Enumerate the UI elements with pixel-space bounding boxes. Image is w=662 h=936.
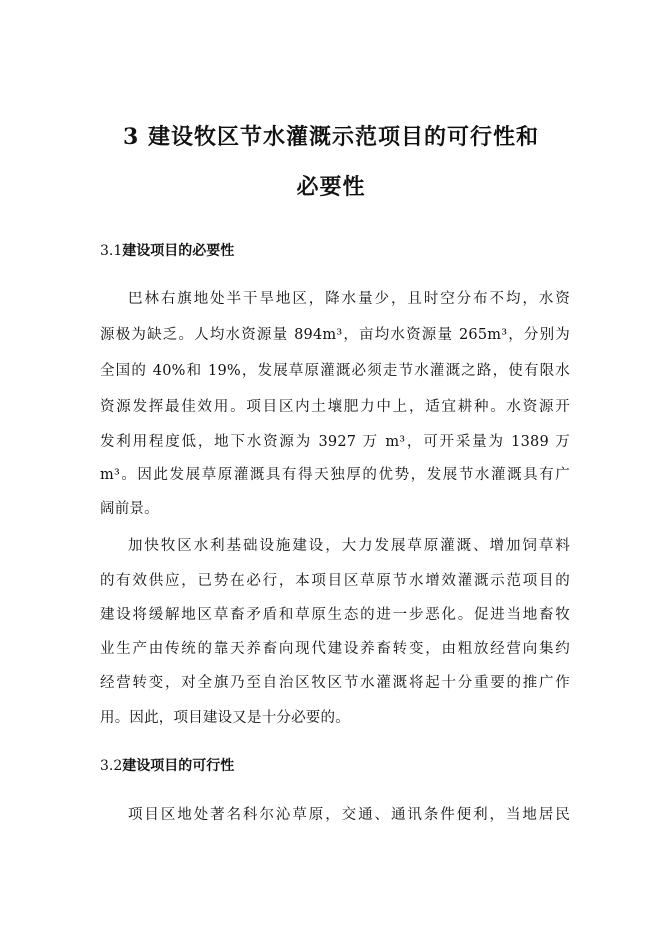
paragraph-line: m³。因此发展草原灌溉具有得天独厚的优势，发展节水灌溉具有广 [100,467,570,483]
section-3-2-heading [100,755,234,775]
paragraph-line: 源极为缺乏。人均水资源量 894m³，亩均水资源量 265m³，分别为 [100,327,570,343]
section-number: 3.1 [100,243,123,259]
paragraph-line: 资源发挥最佳效用。项目区内土壤肥力中上，适宜耕种。水资源开 [100,399,570,415]
paragraph-line: 的有效供应，已势在必行，本项目区草原节水增效灌溉示范项目的 [100,573,570,589]
chapter-title-line-1: 3 建设牧区节水灌溉示范项目的可行性和 [123,124,539,150]
paragraph-line: 全国的 40%和 19%，发展草原灌溉必须走节水灌溉之路，使有限水 [100,363,570,379]
paragraph-line: 项目区地处著名科尔沁草原，交通、通讯条件便利，当地居民 [128,807,570,823]
paragraph-line: 发利用程度低，地下水资源为 3927 万 m³，可开采量为 1389 万 [100,434,570,450]
section-3-1-heading [100,240,234,260]
chapter-title-line-2: 必要性 [296,174,366,200]
paragraph-line: 加快牧区水利基础设施建设，大力发展草原灌溉、增加饲草料 [128,538,570,554]
paragraph-line: 建设将缓解地区草畜矛盾和草原生态的进一步恶化。促进当地畜牧 [100,607,570,623]
paragraph-line: 用。因此，项目建设又是十分必要的。 [100,710,350,726]
paragraph-line: 阔前景。 [100,501,159,517]
section-number: 3.2 [100,758,123,774]
paragraph-line: 业生产由传统的靠天养畜向现代建设养畜转变，由粗放经营向集约 [100,641,570,657]
section-title: 建设项目的必要性 [122,243,235,259]
section-title: 建设项目的可行性 [122,758,235,774]
paragraph-line: 经营转变，对全旗乃至自治区牧区节水灌溉将起十分重要的推广作 [100,675,570,691]
paragraph-line: 巴林右旗地处半干旱地区，降水量少，且时空分布不均，水资 [128,291,570,307]
